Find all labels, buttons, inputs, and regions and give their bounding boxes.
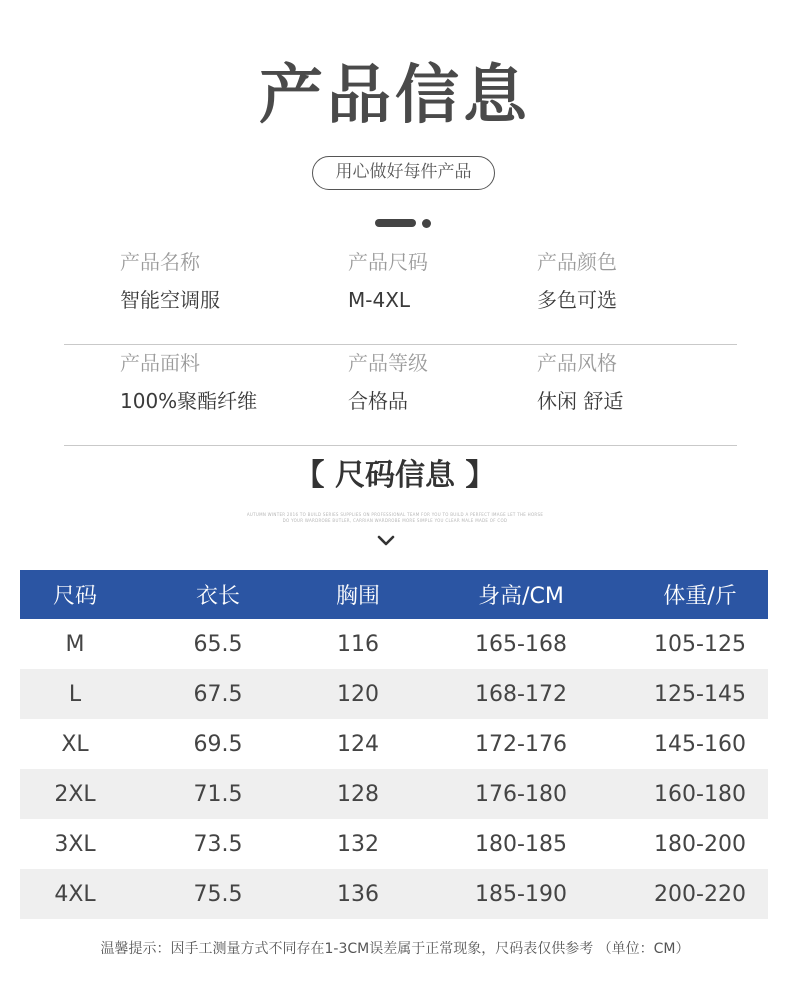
table-cell: 116 bbox=[337, 631, 379, 657]
table-cell: 73.5 bbox=[193, 831, 243, 857]
fine-text-line: DO YOUR WARDROBE BUTLER, CARRIAN WARDROBE MORE SIMPLE YOU CLEAR MALE MADE OF COD bbox=[282, 518, 508, 523]
table-cell: 168-172 bbox=[410, 669, 632, 719]
table-cell: 160-180 bbox=[632, 769, 768, 819]
table-cell: 3XL bbox=[54, 831, 96, 857]
table-cell: 120 bbox=[306, 669, 410, 719]
table-row bbox=[20, 869, 768, 919]
info-value: 合格品 bbox=[348, 389, 408, 413]
chevron-down-icon bbox=[376, 534, 396, 548]
table-cell: L bbox=[20, 669, 130, 719]
table-cell: 136 bbox=[306, 869, 410, 919]
info-cell-color bbox=[537, 248, 617, 314]
column-header: 胸围 bbox=[306, 570, 410, 619]
info-label: 产品颜色 bbox=[537, 250, 617, 274]
decorative-fine-text bbox=[230, 512, 560, 524]
column-header: 尺码 bbox=[20, 570, 130, 619]
table-cell: 75.5 bbox=[130, 869, 306, 919]
decorative-dot bbox=[422, 219, 431, 228]
column-header: 身高/CM bbox=[410, 570, 632, 619]
info-label: 产品面料 bbox=[120, 351, 200, 375]
size-section-title: 【 尺码信息 】 bbox=[294, 458, 496, 493]
table-row bbox=[20, 619, 768, 669]
decorative-dash bbox=[375, 219, 416, 227]
info-label: 产品风格 bbox=[537, 351, 617, 375]
table-cell: 105-125 bbox=[654, 631, 746, 657]
table-cell: 124 bbox=[337, 731, 379, 757]
column-header: 衣长 bbox=[130, 570, 306, 619]
table-row bbox=[20, 719, 768, 769]
info-label: 产品尺码 bbox=[348, 250, 428, 274]
table-cell: 4XL bbox=[20, 869, 130, 919]
table-cell: 180-200 bbox=[654, 831, 746, 857]
table-cell: 65.5 bbox=[193, 631, 243, 657]
info-value: 100%聚酯纤维 bbox=[120, 389, 258, 413]
table-cell: 2XL bbox=[20, 769, 130, 819]
info-label: 产品名称 bbox=[120, 250, 200, 274]
table-cell: 125-145 bbox=[632, 669, 768, 719]
table-cell: 165-168 bbox=[475, 631, 567, 657]
info-label: 产品等级 bbox=[348, 351, 428, 375]
table-cell: 176-180 bbox=[410, 769, 632, 819]
table-cell: 128 bbox=[306, 769, 410, 819]
info-value: 多色可选 bbox=[537, 288, 617, 312]
table-cell: 71.5 bbox=[130, 769, 306, 819]
info-cell-name bbox=[120, 248, 220, 314]
size-table bbox=[20, 570, 768, 919]
info-cell-style bbox=[537, 349, 623, 415]
info-cell-grade bbox=[348, 349, 428, 415]
table-row bbox=[20, 819, 768, 869]
table-cell: 69.5 bbox=[193, 731, 243, 757]
product-info-grid bbox=[64, 244, 737, 446]
info-row bbox=[64, 244, 737, 345]
info-cell-size bbox=[348, 248, 428, 314]
table-cell: M bbox=[65, 631, 85, 657]
column-header: 体重/斤 bbox=[632, 570, 768, 619]
info-value: 智能空调服 bbox=[120, 288, 220, 312]
table-cell: 185-190 bbox=[410, 869, 632, 919]
info-row bbox=[64, 345, 737, 446]
table-header-row bbox=[20, 570, 768, 619]
info-cell-fabric bbox=[120, 349, 257, 415]
table-row bbox=[20, 669, 768, 719]
footnote: 温馨提示：因手工测量方式不同存在1-3CM误差属于正常现象，尺码表仅供参考 （单位：CM） bbox=[100, 941, 690, 957]
table-cell: 67.5 bbox=[130, 669, 306, 719]
fine-text-line: AUTUMN WINTER 2016 TO BUILD SERIES SUPPLIES ON PROFESSIONAL TEAM FOR YOU TO BUILD A PERFECT IMAGE LET THE HORSE bbox=[246, 512, 544, 517]
subtitle-badge: 用心做好每件产品 bbox=[312, 156, 495, 190]
info-value: 休闲 舒适 bbox=[537, 389, 624, 413]
table-cell: 172-176 bbox=[475, 731, 567, 757]
table-cell: 132 bbox=[337, 831, 379, 857]
table-row bbox=[20, 769, 768, 819]
table-cell: XL bbox=[61, 731, 89, 757]
table-cell: 200-220 bbox=[632, 869, 768, 919]
table-cell: 180-185 bbox=[475, 831, 567, 857]
table-cell: 145-160 bbox=[654, 731, 746, 757]
info-value: M-4XL bbox=[348, 288, 411, 312]
page-title: 产品信息 bbox=[259, 59, 531, 133]
